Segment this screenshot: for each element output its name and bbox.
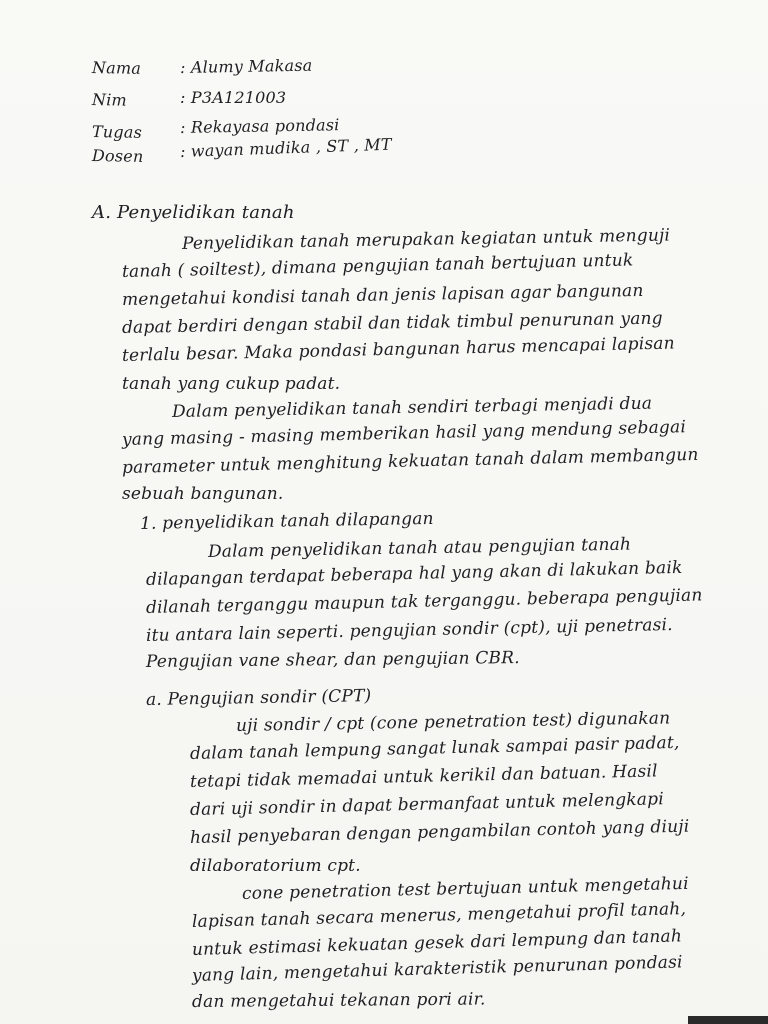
nim-value: : P3A121003 (180, 88, 287, 107)
sub-a-p1-line: tetapi tidak memadai untuk kerikil dan batuan. Hasil (189, 761, 658, 792)
scan-edge (688, 1016, 768, 1024)
sub-a-p2-line: dan mengetahui tekanan pori air. (191, 989, 486, 1012)
tugas-label: Tugas (91, 122, 143, 142)
sub1-line: Dalam penyelidikan tanah atau pengujian tanah (207, 534, 632, 562)
sub1-line: itu antara lain seperti. pengujian sondir (cpt), uji penetrasi. (145, 614, 673, 646)
dosen-value: : wayan mudika , ST , MT (179, 134, 392, 161)
sub1-line: dilanah terganggu maupun tak terganggu. beberapa pengujian (145, 585, 703, 618)
sub-a-p1-line: hasil penyebaran dengan pengambilan contoh yang diuji (189, 816, 690, 848)
sub-a-p1-line: dari uji sondir in dapat bermanfaat untuk melengkapi (189, 789, 665, 820)
sub1-title: 1. penyelidikan tanah dilapangan (139, 508, 434, 534)
section-a-title: A. Penyelidikan tanah (92, 202, 295, 223)
sub-a-p2-line: untuk estimasi kekuatan gesek dari lempung dan tanah (191, 926, 683, 960)
tugas-value: : Rekayasa pondasi (179, 115, 340, 137)
sub-a-p1-line: dilaboratorium cpt. (190, 856, 361, 876)
section-a-p1-line: Penyelidikan tanah merupakan kegiatan untuk menguji (181, 225, 671, 254)
section-a-p2-line: Dalam penyelidikan tanah sendiri terbagi menjadi dua (171, 393, 653, 422)
sub-a-p2-line: cone penetration test bertujuan untuk mengetahui (241, 873, 689, 904)
nama-label: Nama (91, 58, 142, 78)
section-a-p1-line: dapat berdiri dengan stabil dan tidak timbul penurunan yang (121, 308, 663, 338)
section-a-p2-line: parameter untuk menghitung kekuatan tanah dalam membangun (121, 444, 699, 478)
sub1-line: Pengujian vane shear, dan pengujian CBR. (145, 648, 520, 672)
section-a-p1-line: mengetahui kondisi tanah dan jenis lapisan agar bangunan (121, 280, 644, 310)
sub-a-p2-line: yang lain, mengetahui karakteristik penurunan pondasi (191, 952, 683, 986)
sub-a-p1-line: uji sondir / cpt (cone penetration test) digunakan (235, 708, 671, 736)
section-a-p2-line: yang masing - masing memberikan hasil yang mendung sebagai (121, 417, 687, 450)
sub-a-p2-line: lapisan tanah secara menerus, mengetahui profil tanah, (191, 899, 687, 932)
nim-label: Nim (91, 90, 128, 110)
section-a-p1-line: terlalu besar. Maka pondasi bangunan harus mencapai lapisan (121, 333, 676, 366)
section-a-p1-line: tanah yang cukup padat. (122, 374, 341, 394)
nama-value: : Alumy Makasa (179, 55, 313, 77)
sub-a-title: a. Pengujian sondir (CPT) (145, 686, 372, 710)
sub1-line: dilapangan terdapat beberapa hal yang akan di lakukan baik (145, 557, 683, 590)
section-a-p2-line: sebuah bangunan. (122, 484, 284, 504)
dosen-label: Dosen (91, 146, 144, 166)
section-a-p1-line: tanah ( soiltest), dimana pengujian tanah bertujuan untuk (121, 250, 634, 282)
sub-a-p1-line: dalam tanah lempung sangat lunak sampai pasir padat, (189, 732, 680, 764)
